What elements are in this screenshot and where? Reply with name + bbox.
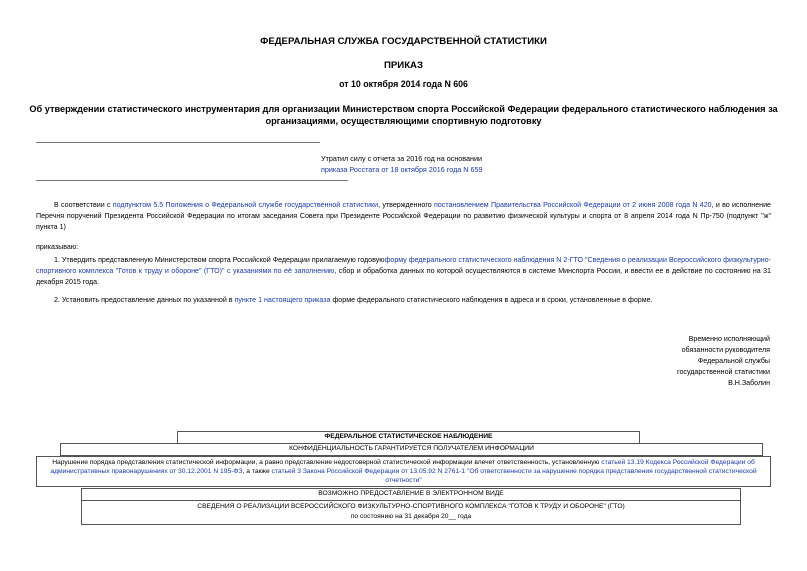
item-text: 2. Установить предоставление данных по указанной в xyxy=(54,296,235,304)
item-1-link[interactable]: пункте 1 настоящего приказа xyxy=(234,296,331,304)
preamble-text: , и во исполнение Перечня поручений Президента Российской Федерации по итогам заседания Совета при Президенте Российской Федерации по развитию физической культуры и спорта от 8 апреля 2014 года N Пр-750 (подпункт "ж" пункта 1) xyxy=(36,201,771,231)
order-word: приказываю: xyxy=(36,243,79,251)
signatory-name: В.Н.Заболин xyxy=(728,379,770,387)
form-box-federal-observation: ФЕДЕРАЛЬНОЕ СТАТИСТИЧЕСКОЕ НАБЛЮДЕНИЕ xyxy=(177,431,640,444)
koap-article-link[interactable]: статьей 13.19 Кодекса Российской Федерации об административных правонарушениях от 30.12.2001 N 195-ФЗ xyxy=(50,459,755,475)
law-article-link[interactable]: статьей 3 Закона Российской Федерации от 13.05.92 N 2761-1 "Об ответственности за нарушение порядка представления государственной статистической отчетности" xyxy=(271,468,757,484)
form-box-confidentiality: КОНФИДЕНЦИАЛЬНОСТЬ ГАРАНТИРУЕТСЯ ПОЛУЧАТЕЛЕМ ИНФОРМАЦИИ xyxy=(60,443,763,456)
repeal-status xyxy=(321,153,482,175)
signature-line: Федеральной службы xyxy=(697,357,770,365)
divider-bottom xyxy=(36,180,348,181)
signature-block xyxy=(640,334,770,389)
signature-line: Временно исполняющий xyxy=(688,335,770,343)
item-text: , сбор и обработка данных по которой осуществляются в системе Минспорта России, и ввести ее в действие по состоянию на 31 декабря 2015 года. xyxy=(36,267,772,286)
form-title: СВЕДЕНИЯ О РЕАЛИЗАЦИИ ВСЕРОССИЙСКОГО ФИЗКУЛЬТУРНО-СПОРТИВНОГО КОМПЛЕКСА "ГОТОВ К ТРУДУ И ОБОРОНЕ" (ГТО) xyxy=(197,503,625,510)
government-decree-link[interactable]: постановлением Правительства Российской Федерации от 2 июня 2008 года N 420 xyxy=(433,201,712,209)
repeal-text: Утратил силу с отчета за 2016 год на основании xyxy=(321,154,483,163)
item-text: 1. Утвердить представленную Министерством спорта Российской Федерации прилагаемую годовую xyxy=(54,256,385,264)
liability-text: Нарушение порядка представления статистической информации, а равно представление недостоверной статистической информации влечет ответственность, установленную xyxy=(52,459,602,466)
item-text: форме федерального статистического наблюдения в адреса и в сроки, установленные в форме. xyxy=(330,296,653,304)
preamble xyxy=(36,200,771,233)
form-box-liability xyxy=(36,456,771,487)
form-report-date: по состоянию на 31 декабря 20__ года xyxy=(350,513,472,520)
signature-line: государственной статистики xyxy=(677,368,770,376)
order-item-1 xyxy=(36,255,771,288)
regulation-link[interactable]: подпунктом 5.5 Положения о Федеральной службе государственной статистики xyxy=(112,201,379,209)
document-date-number: от 10 октября 2014 года N 606 xyxy=(339,79,468,89)
document-type: ПРИКАЗ xyxy=(384,60,423,71)
preamble-text: В соответствии с xyxy=(54,201,113,209)
preamble-text: , утвержденного xyxy=(378,201,434,209)
form-box-title xyxy=(81,500,741,525)
form-box-electronic: ВОЗМОЖНО ПРЕДОСТАВЛЕНИЕ В ЭЛЕКТРОННОМ ВИДЕ xyxy=(81,488,741,501)
divider-top xyxy=(36,142,320,143)
document-title: Об утверждении статистического инструментария для организации Министерством спорта Российской Федерации федерального статистического наблюдения за организациями, осуществляющими спортивную подготовку xyxy=(29,104,778,126)
repeal-order-link[interactable]: приказа Росстата от 18 октября 2016 года N 659 xyxy=(321,165,483,174)
signature-line: обязанности руководителя xyxy=(681,346,770,354)
order-item-2 xyxy=(36,295,771,306)
liability-text: , а также xyxy=(242,468,272,475)
agency-name: ФЕДЕРАЛЬНАЯ СЛУЖБА ГОСУДАРСТВЕННОЙ СТАТИСТИКИ xyxy=(260,36,547,47)
form-2-gto-link[interactable]: форму федерального статистического наблюдения N 2-ГТО "Сведения о реализации Всероссийского физкультурно-спортивного комплекса "Готов к труду и обороне" (ГТО)" с указаниями по её заполнению xyxy=(36,256,771,275)
